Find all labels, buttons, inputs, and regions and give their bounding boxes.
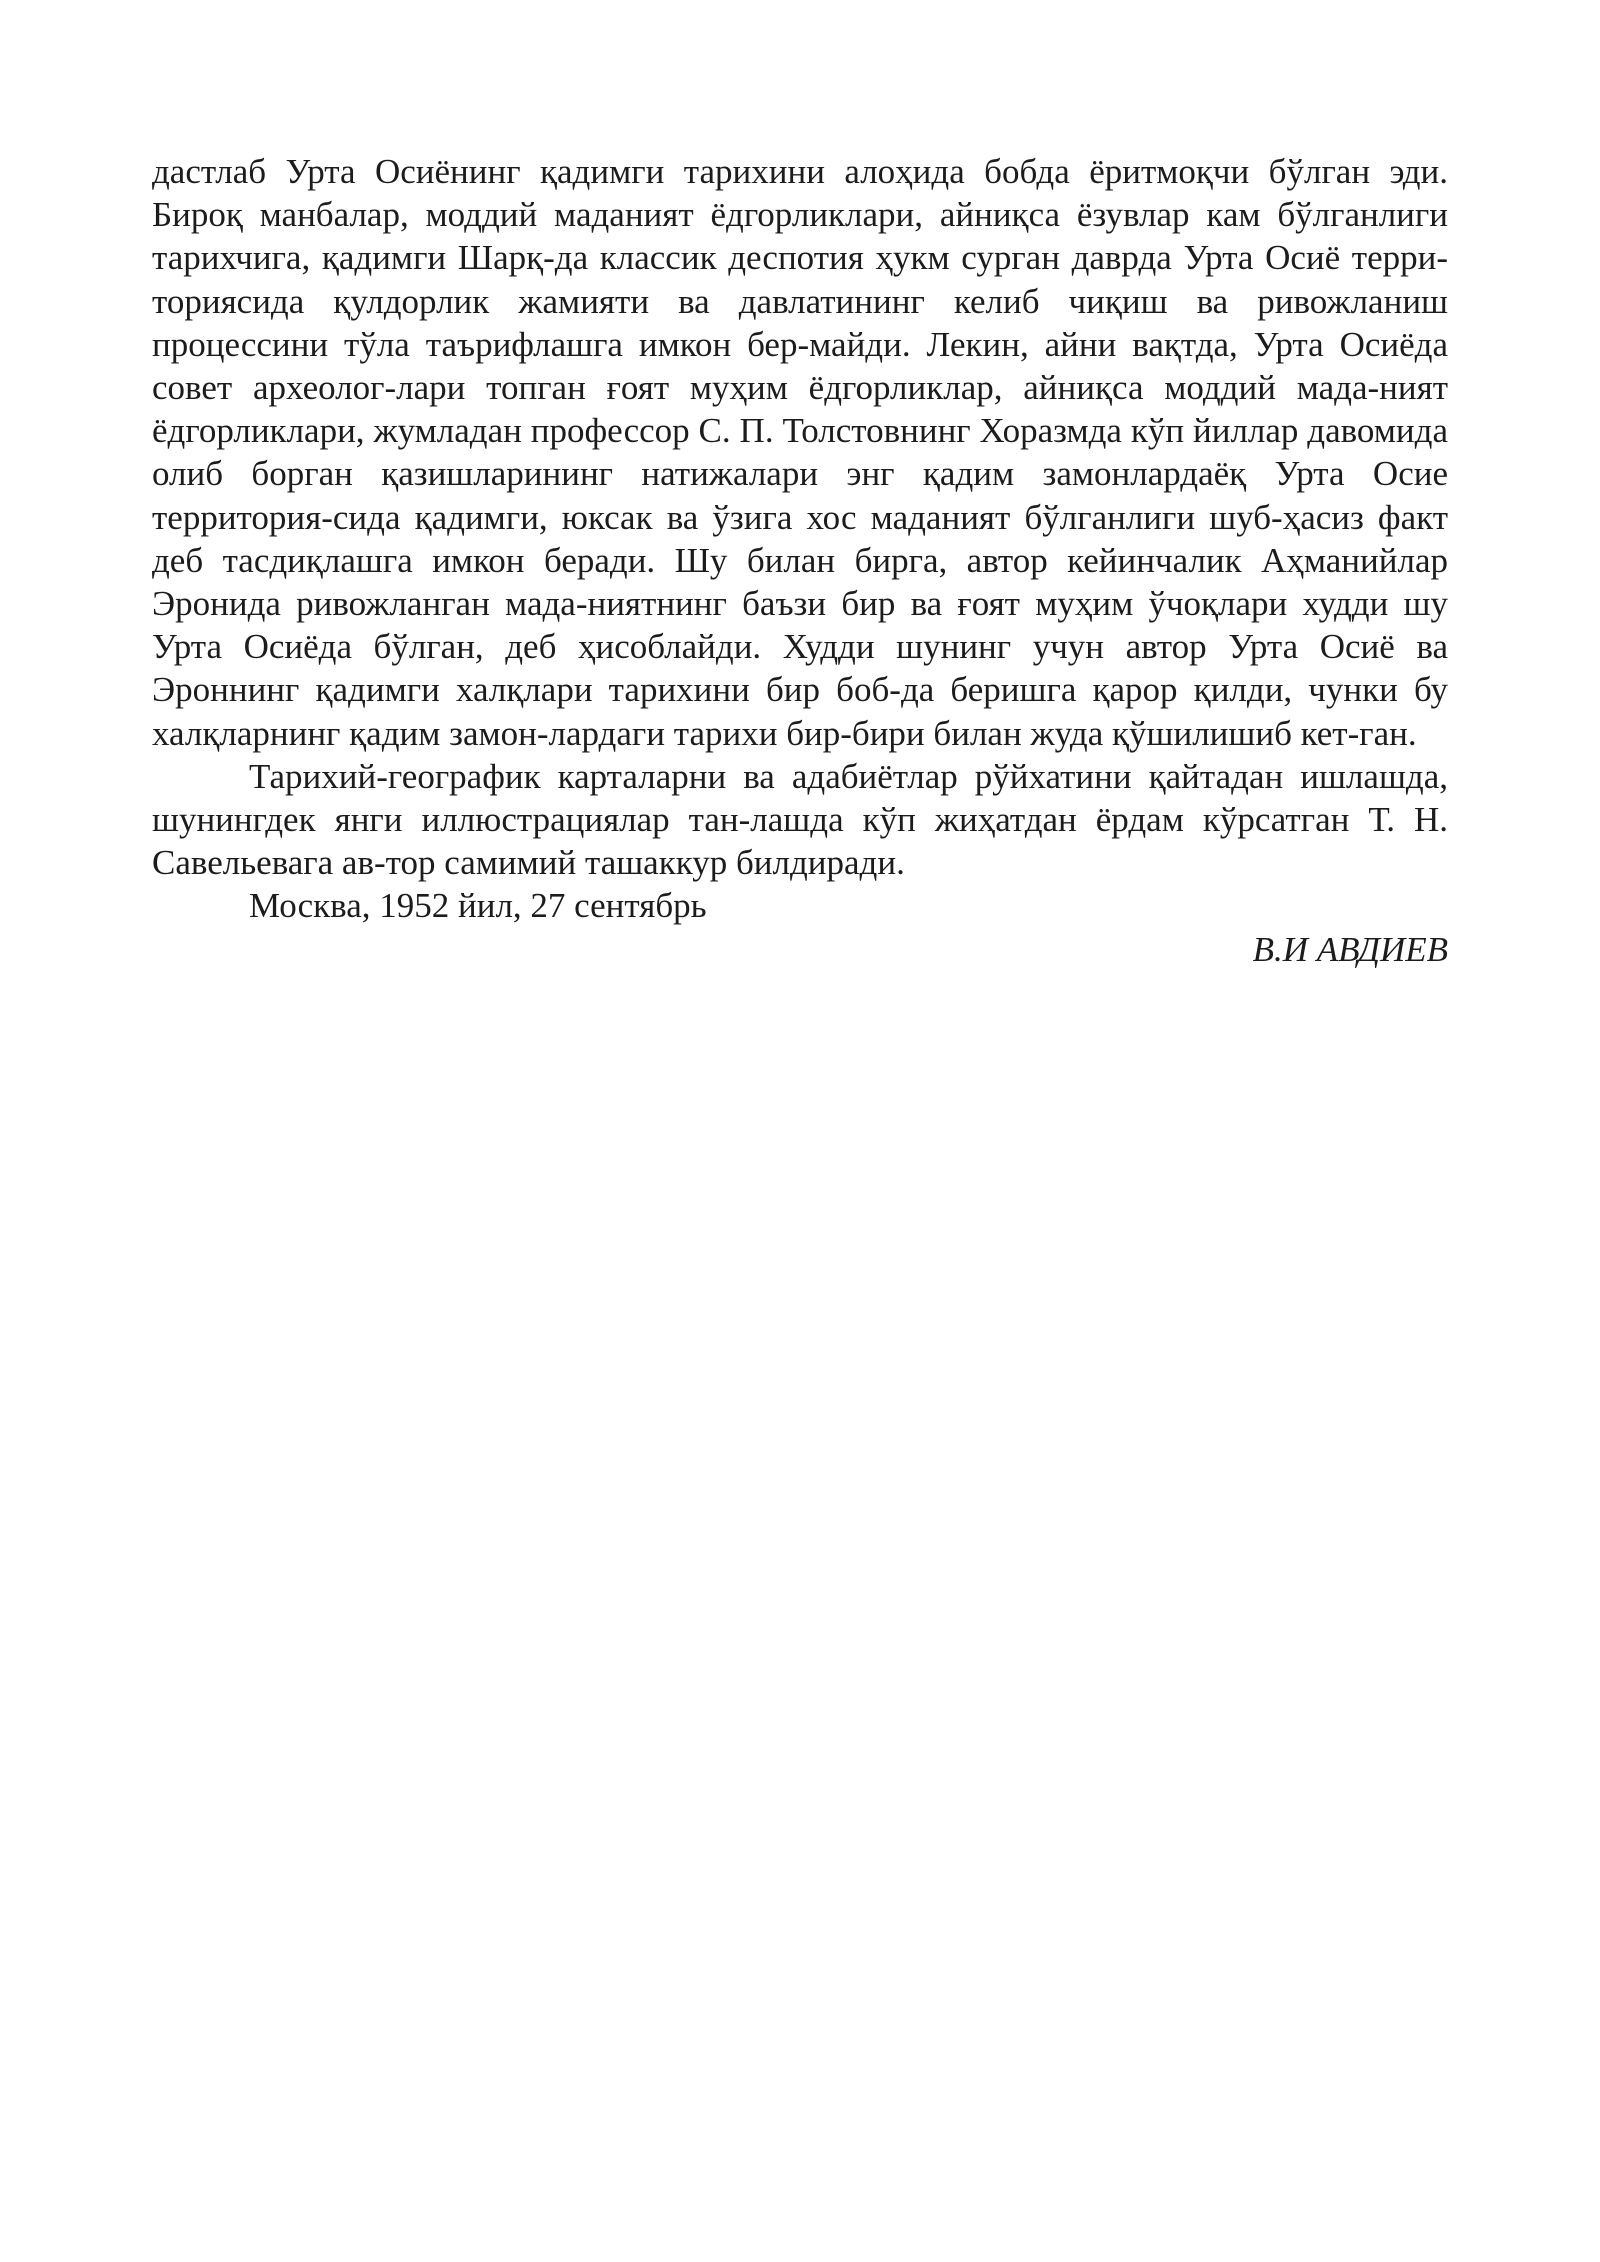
paragraph-continuation: дастлаб Урта Осиёнинг қадимги тарихини алоҳида бобда ёритмоқчи бўлган эди. Бироқ манбалар, моддий маданият ёдгорликлари, айниқса ёзувлар кам бўлганлиги тарихчига, қадимги Шарқ-да классик деспотия ҳукм сурган даврда Урта Осиё терри-ториясида қулдорлик жамияти ва давлатининг келиб чиқиш ва ривожланиш процессини тўла таърифлашга имкон бер-майди. Лекин, айни вақтда, Урта Осиёда совет археолог-лари топган ғоят муҳим ёдгорликлар, айниқса моддий мада-ният ёдгорликлари, жумладан профессор С. П. Толстовнинг Хоразмда кўп йиллар давомида олиб борган қазишларининг натижалари энг қадим замонлардаёқ Урта Осие территория-сида қадимги, юксак ва ўзига хос маданият бўлганлиги шуб-ҳасиз факт деб тасдиқлашга имкон беради. Шу билан бирга, автор кейинчалик Аҳманийлар Эронида ривожланган мада-ниятнинг баъзи бир ва ғоят муҳим ўчоқлари худди шу Урта Осиёда бўлган, деб ҳисоблайди. Худди шунинг учун автор Урта Осиё ва Эроннинг қадимги халқлари тарихини бир боб-да беришга қарор қилди, чунки бу халқларнинг қадим замон-лардаги тарихи бир-бири билан жуда қўшилишиб кет-ган. [152,152,1448,753]
document-body [152,150,1448,971]
paragraph-acknowledgement: Тарихий-географик карталарни ва адабиётлар рўйхатини қайтадан ишлашда, шунингдек янги иллюстрациялар тан-лашда кўп жиҳатдан ёрдам кўрсатган Т. Н. Савельевага ав-тор самимий ташаккур билдиради. [152,756,1448,883]
place-date-line: Москва, 1952 йил, 27 сентябрь [249,886,707,926]
author-signature: В.И АВДИЕВ [1252,929,1448,969]
